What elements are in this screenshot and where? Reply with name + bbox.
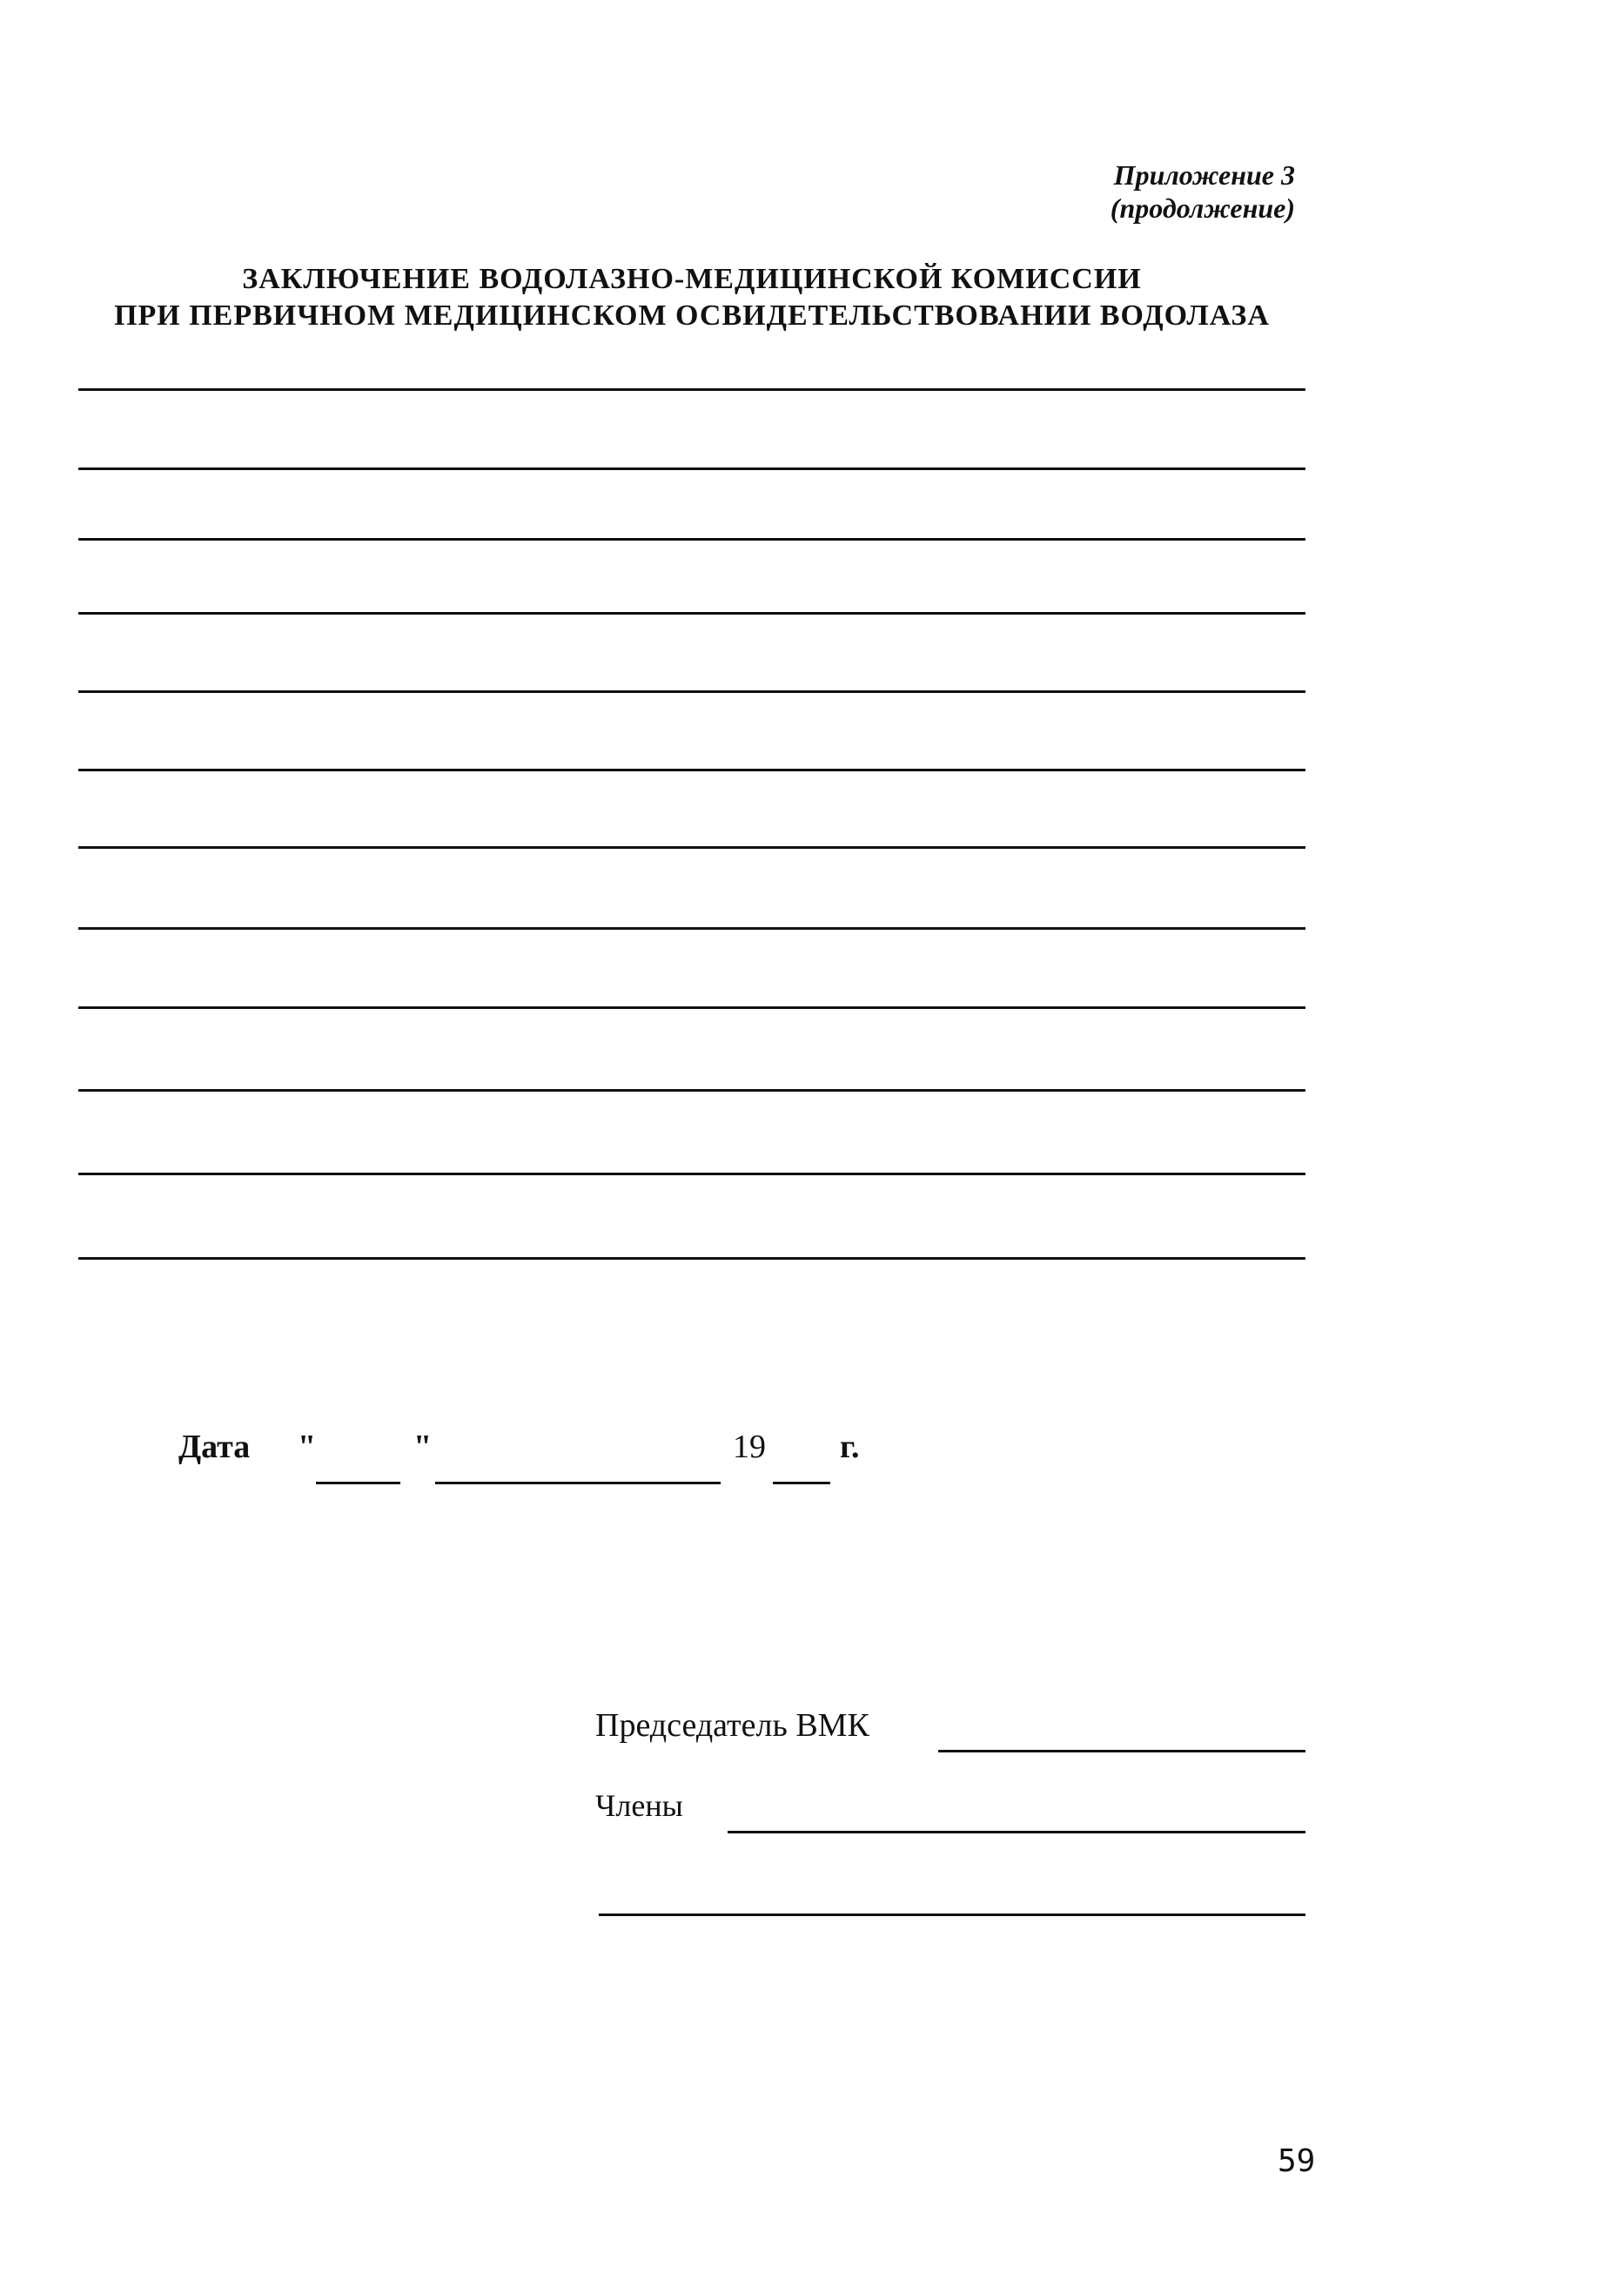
- appendix-line-2: (продолжение): [1110, 192, 1295, 224]
- chairman-signature-line: [938, 1750, 1305, 1752]
- month-blank: [435, 1482, 721, 1484]
- day-blank: [316, 1482, 400, 1484]
- conclusion-lines: [78, 388, 1305, 1259]
- ruled-line: [78, 927, 1305, 930]
- members-label: Члены: [595, 1788, 683, 1823]
- title-line-2: ПРИ ПЕРВИЧНОМ МЕДИЦИНСКОМ ОСВИДЕТЕЛЬСТВОВАНИИ ВОДОЛАЗА: [114, 299, 1270, 332]
- ruled-line: [78, 612, 1305, 615]
- ruled-line: [78, 1173, 1305, 1175]
- page-number: 59: [1278, 2143, 1316, 2179]
- member-signature-line: [728, 1831, 1305, 1833]
- ruled-line: [78, 769, 1305, 771]
- appendix-note: [1111, 158, 1295, 225]
- ruled-line: [78, 1006, 1305, 1009]
- ruled-line: [78, 1089, 1305, 1092]
- chairman-label: Председатель ВМК: [595, 1707, 869, 1744]
- ruled-line: [78, 690, 1305, 693]
- ruled-line: [78, 467, 1305, 470]
- date-open-quote: ": [298, 1429, 317, 1465]
- ruled-line: [78, 1257, 1305, 1260]
- year-suffix: г.: [840, 1429, 860, 1465]
- date-label: Дата: [178, 1429, 251, 1465]
- year-prefix: 19: [733, 1429, 766, 1465]
- year-blank: [773, 1482, 830, 1484]
- date-close-quote: ": [413, 1429, 433, 1465]
- ruled-line: [78, 388, 1305, 391]
- document-title: [0, 261, 1384, 334]
- appendix-line-1: Приложение 3: [1113, 159, 1295, 191]
- member-signature-line: [599, 1913, 1305, 1916]
- date-row: [178, 1428, 962, 1480]
- ruled-line: [78, 538, 1305, 541]
- ruled-line: [78, 846, 1305, 849]
- title-line-1: ЗАКЛЮЧЕНИЕ ВОДОЛАЗНО-МЕДИЦИНСКОЙ КОМИССИИ: [242, 263, 1142, 295]
